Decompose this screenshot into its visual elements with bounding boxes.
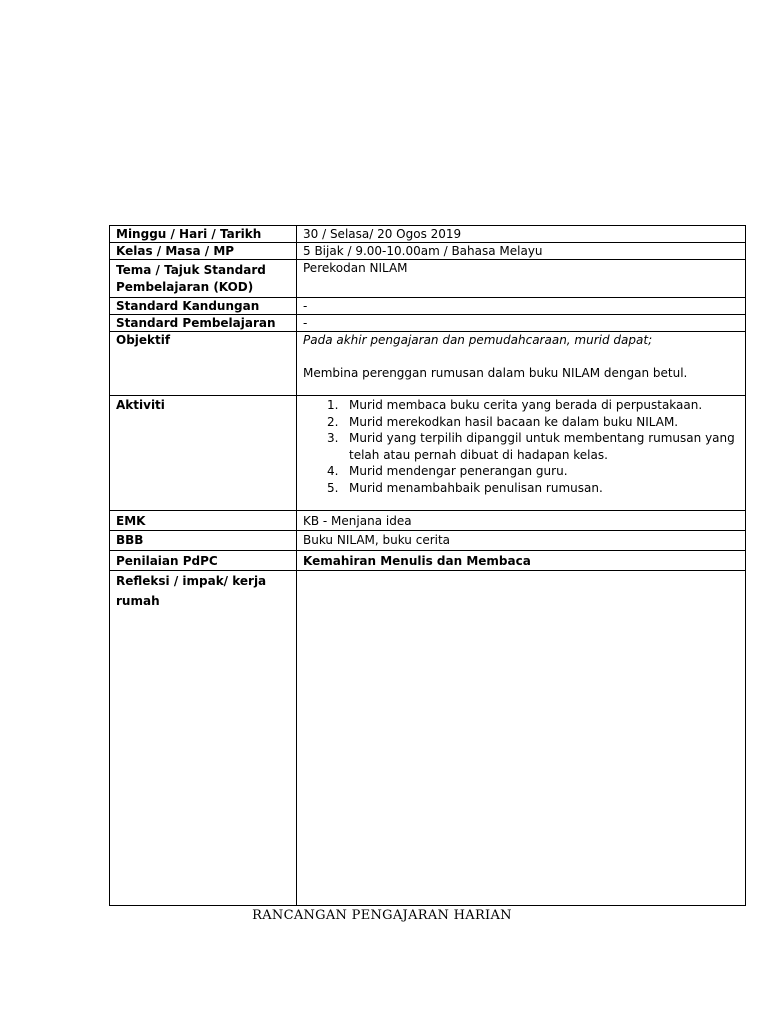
label-penilaian: Penilaian PdPC <box>110 551 297 571</box>
row-refleksi <box>110 571 746 906</box>
value-emk: KB - Menjana idea <box>297 511 746 531</box>
list-item: 2. Murid merekodkan hasil bacaan ke dalam buku NILAM. <box>327 414 679 429</box>
value-standard-pembelajaran: - <box>297 315 746 332</box>
aktiviti-list <box>303 397 739 496</box>
row-standard-kandungan <box>110 298 746 315</box>
row-tema <box>110 260 746 298</box>
label-refleksi <box>110 571 297 906</box>
value-bbb: Buku NILAM, buku cerita <box>297 531 746 551</box>
list-item: 3. Murid yang terpilih dipanggil untuk membentang rumusan yang telah atau pernah dibuat di hadapan kelas. <box>327 431 735 462</box>
row-minggu <box>110 226 746 243</box>
objektif-text: Membina perenggan rumusan dalam buku NILAM dengan betul. <box>303 366 688 380</box>
label-standard-pembelajaran: Standard Pembelajaran <box>110 315 297 332</box>
value-tema: Perekodan NILAM <box>297 260 746 298</box>
label-aktiviti: Aktiviti <box>110 396 297 511</box>
label-tema <box>110 260 297 298</box>
objektif-intro: Pada akhir pengajaran dan pemudahcaraan, murid dapat; <box>303 333 653 347</box>
list-item: 5. Murid menambahbaik penulisan rumusan. <box>327 480 603 495</box>
label-minggu: Minggu / Hari / Tarikh <box>110 226 297 243</box>
list-item: 4. Murid mendengar penerangan guru. <box>327 464 568 478</box>
value-aktiviti <box>297 396 746 511</box>
label-tema-line1: Tema / Tajuk Standard <box>116 263 266 277</box>
value-objektif <box>297 332 746 396</box>
value-minggu: 30 / Selasa/ 20 Ogos 2019 <box>297 226 746 243</box>
row-kelas <box>110 243 746 260</box>
row-objektif <box>110 332 746 396</box>
value-penilaian: Kemahiran Menulis dan Membaca <box>297 551 746 571</box>
row-penilaian <box>110 551 746 571</box>
value-standard-kandungan: - <box>297 298 746 315</box>
label-kelas: Kelas / Masa / MP <box>110 243 297 260</box>
row-emk <box>110 511 746 531</box>
lesson-plan-table <box>109 225 746 906</box>
row-bbb <box>110 531 746 551</box>
value-refleksi <box>297 571 746 906</box>
label-bbb: BBB <box>110 531 297 551</box>
label-tema-line2: Pembelajaran (KOD) <box>116 280 254 294</box>
page-title: RANCANGAN PENGAJARAN HARIAN <box>252 908 512 923</box>
label-standard-kandungan: Standard Kandungan <box>110 298 297 315</box>
label-emk: EMK <box>110 511 297 531</box>
value-kelas: 5 Bijak / 9.00-10.00am / Bahasa Melayu <box>297 243 746 260</box>
label-refleksi-line1: Refleksi / impak/ kerja <box>116 574 267 588</box>
label-refleksi-line2: rumah <box>116 594 160 608</box>
list-item: 1. Murid membaca buku cerita yang berada di perpustakaan. <box>327 398 703 412</box>
row-aktiviti <box>110 396 746 511</box>
label-objektif: Objektif <box>110 332 297 396</box>
row-standard-pembelajaran <box>110 315 746 332</box>
